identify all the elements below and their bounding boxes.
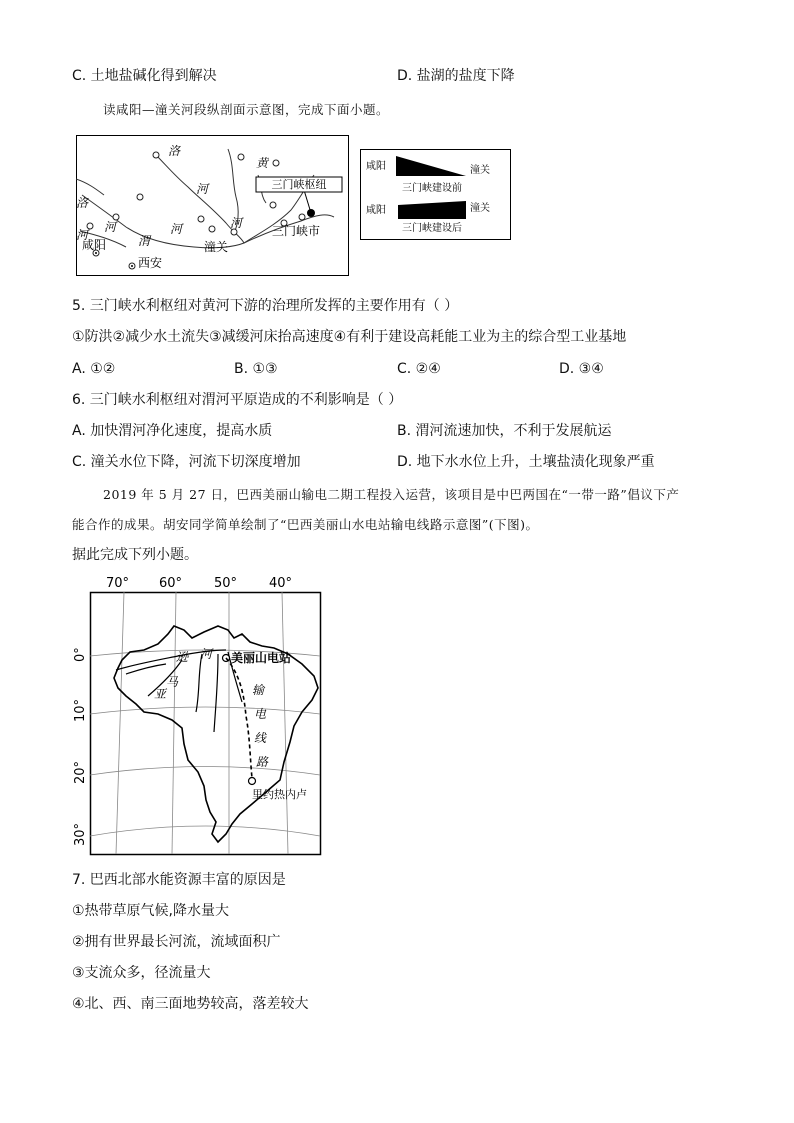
town-symbol — [137, 194, 143, 200]
town-symbol — [273, 160, 279, 166]
belo-monte-label: 美丽山电站 — [231, 651, 292, 665]
xian-label: 西安 — [138, 256, 163, 270]
q4-option-d: D. 盐湖的盐度下降 — [397, 68, 515, 84]
town-symbol — [270, 202, 276, 208]
town-symbol — [198, 216, 204, 222]
profile-before-caption: 三门峡建设前 — [402, 183, 462, 194]
q6-option-a: A. 加快渭河净化速度，提高水质 — [72, 423, 273, 439]
weihe-label-he2: 河 — [170, 222, 183, 236]
intro-xianyang-tongguan: 读咸阳—潼关河段纵剖面示意图，完成下面小题。 — [103, 102, 390, 117]
q5-option-c: C. ②④ — [397, 361, 441, 377]
q6-option-c: C. 潼关水位下降，河流下切深度增加 — [72, 454, 301, 470]
profile-after-left-label: 咸阳 — [366, 205, 386, 216]
rio-symbol — [249, 778, 256, 785]
luohe-label-2-he: 河 — [196, 182, 209, 196]
amazon-char-he: 河 — [200, 647, 213, 661]
amazon-char-ma: 马 — [166, 675, 179, 689]
sanmenxia-hub-label: 三门峡枢纽 — [271, 178, 327, 191]
profile-after-caption: 三门峡建设后 — [402, 223, 462, 234]
q4-option-c: C. 土地盐碱化得到解决 — [72, 68, 217, 84]
q5-items: ①防洪②减少水土流失③减缓河床抬高速度④有利于建设高耗能工业为主的综合型工业基地 — [72, 329, 627, 345]
q5-option-d: D. ③④ — [559, 361, 604, 377]
amazon-char-xun: 逊 — [176, 650, 189, 664]
luohe-label-1: 洛 — [168, 144, 181, 158]
town-symbol — [238, 154, 244, 160]
q7-option-4: ④北、西、南三面地势较高，落差较大 — [72, 996, 309, 1012]
amazon-char-ya: 亚 — [154, 687, 167, 701]
lon-label-60: 60° — [159, 576, 183, 591]
lat-label-0: 0° — [73, 647, 88, 662]
q5-option-b: B. ①③ — [234, 361, 278, 377]
profile-before-left-label: 咸阳 — [366, 161, 386, 172]
intro-brazil-line1: 2019 年 5 月 27 日，巴西美丽山输电二期工程投入运营，该项目是中巴两国在“一带一路”倡议下产 — [103, 487, 680, 502]
longitudinal-profile-diagram — [360, 149, 512, 241]
lon-label-70: 70° — [106, 576, 130, 591]
weihe-label-wei: 渭 — [138, 234, 151, 248]
line-char-xian: 线 — [254, 731, 267, 745]
lat-label-20: 20° — [73, 760, 88, 784]
brazil-transmission-map — [66, 572, 326, 858]
xianyang-label: 咸阳 — [82, 238, 107, 252]
q7-option-1: ①热带草原气候,降水量大 — [72, 903, 230, 919]
q7-option-2: ②拥有世界最长河流，流域面积广 — [72, 934, 281, 950]
luohe-label-west: 洛 — [76, 196, 89, 210]
profile-before-right-label: 潼关 — [470, 165, 490, 176]
tongguan-label: 潼关 — [204, 240, 229, 254]
q5-stem: 5. 三门峡水利枢纽对黄河下游的治理所发挥的主要作用有（ ） — [72, 298, 459, 314]
q6-stem: 6. 三门峡水利枢纽对渭河平原造成的不利影响是（ ） — [72, 392, 403, 408]
weihe-label-he1: 河 — [104, 220, 117, 234]
q7-stem: 7. 巴西北部水能资源丰富的原因是 — [72, 872, 286, 888]
intro-brazil-line2: 能合作的成果。胡安同学简单绘制了“巴西美丽山水电站输电线路示意图”(下图)。 — [72, 517, 539, 532]
lat-label-10: 10° — [73, 698, 88, 722]
lat-label-30: 30° — [73, 822, 88, 846]
line-char-shu: 输 — [252, 683, 265, 697]
huanghe-label: 黄 — [256, 156, 269, 170]
q6-option-b: B. 渭河流速加快，不利于发展航运 — [397, 423, 612, 439]
rio-label: 里约热内卢 — [252, 788, 307, 801]
lon-label-40: 40° — [269, 576, 293, 591]
line-char-lu: 路 — [256, 755, 269, 769]
weihe-section-map — [76, 135, 350, 277]
town-symbol — [209, 226, 215, 232]
profile-after-right-label: 潼关 — [470, 203, 490, 214]
sanmenxia-city-label: 三门峡市 — [272, 224, 321, 238]
lon-label-50: 50° — [214, 576, 238, 591]
town-symbol — [153, 152, 159, 158]
tributary-label-he: 河 — [76, 228, 89, 242]
q6-option-d: D. 地下水水位上升，土壤盐渍化现象严重 — [397, 454, 655, 470]
line-char-dian: 电 — [254, 707, 267, 721]
town-symbol — [299, 214, 305, 220]
q5-option-a: A. ①② — [72, 361, 116, 377]
huanghe-label-he: 河 — [230, 216, 243, 230]
q7-option-3: ③支流众多，径流量大 — [72, 965, 211, 981]
intro-brazil-line3: 据此完成下列小题。 — [72, 547, 198, 563]
